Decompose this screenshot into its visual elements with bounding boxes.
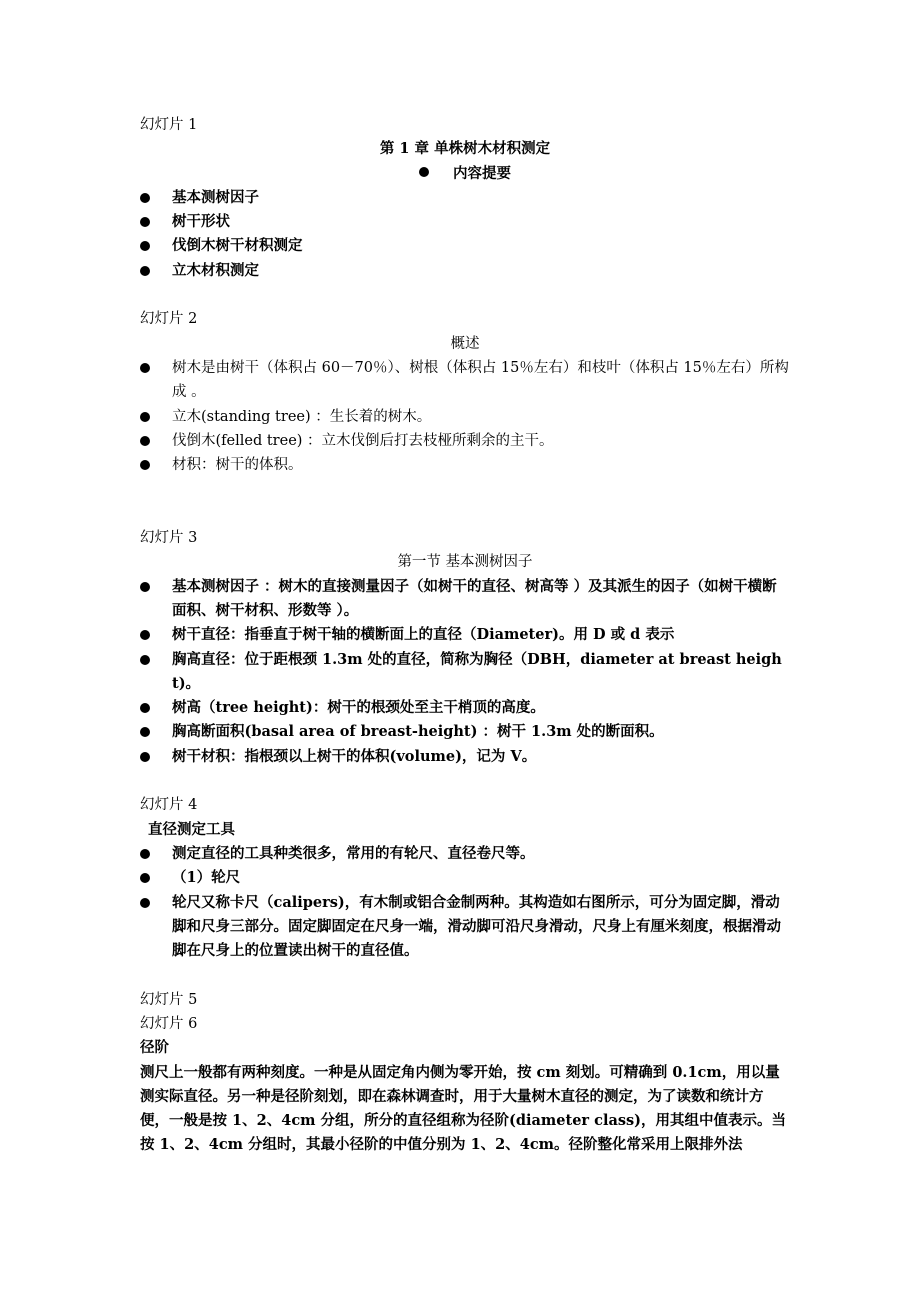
slide-1-title: 第 1 章 单株树木材积测定 xyxy=(379,140,551,158)
slide-5-label: 幻灯片 5 xyxy=(140,991,198,1008)
slide-3-title: 第一节 基本测树因子 xyxy=(397,554,533,571)
bullet-icon xyxy=(140,266,150,276)
bullet-icon xyxy=(140,582,150,592)
bullet-icon xyxy=(140,460,150,470)
slide-2-label: 幻灯片 2 xyxy=(140,311,198,328)
bullet-icon xyxy=(140,703,150,713)
bullet-icon xyxy=(140,630,150,640)
bullet-icon xyxy=(140,898,150,908)
slide-3-label: 幻灯片 3 xyxy=(140,530,198,547)
list-item: 树木是由树干（体积占 60－70％）、树根（体积占 15％左右）和枝叶（体积占 15％左右）所构成 。 xyxy=(140,356,790,405)
bullet-icon xyxy=(140,849,150,859)
bullet-icon xyxy=(140,655,150,665)
bullet-icon xyxy=(140,217,150,227)
list-item: 树高（tree height)：树干的根颈处至主干梢顶的高度。 xyxy=(140,696,790,720)
slide-1-subtitle: 内容提要 xyxy=(140,162,790,186)
list-item: 树干形状 xyxy=(140,210,790,234)
bullet-icon xyxy=(140,752,150,762)
list-item: 立木(standing tree) ：生长着的树木。 xyxy=(140,405,790,429)
slide-2-list xyxy=(140,356,790,477)
document-content xyxy=(140,113,790,1158)
list-item: 伐倒木(felled tree) ：立木伐倒后打去枝桠所剩余的主干。 xyxy=(140,429,790,453)
list-item: 伐倒木树干材积测定 xyxy=(140,234,790,258)
bullet-icon xyxy=(140,241,150,251)
list-item: 树干直径：指垂直于树干轴的横断面上的直径（Diameter)。用 D 或 d 表示 xyxy=(140,623,790,647)
list-item: 胸高直径：位于距根颈 1.3m 处的直径，简称为胸径（DBH，diameter at breast height)。 xyxy=(140,648,790,697)
slide-3-list xyxy=(140,575,790,769)
slide-4-heading: 直径测定工具 xyxy=(148,820,235,838)
slide-1-list xyxy=(140,186,790,283)
list-item: （1）轮尺 xyxy=(140,866,790,890)
slide-2-title: 概述 xyxy=(450,335,480,352)
list-item: 轮尺又称卡尺（calipers)，有木制或铝合金制两种。其构造如右图所示，可分为固定脚，滑动脚和尺身三部分。固定脚固定在尺身一端，滑动脚可沿尺身滑动，尺身上有厘米刻度，根据滑动脚在尺身上的位置读出树干的直径值。 xyxy=(140,891,790,964)
slide-6-paragraph: 测尺上一般都有两种刻度。一种是从固定角内侧为零开始，按 cm 刻划。可精确到 0.1cm，用以量测实际直径。另一种是径阶刻划，即在森林调查时，用于大量树木直径的测定，为了读数和统计方便，一般是按 1、2、4cm 分组，所分的直径组称为径阶(diameter class)，用其组中值表示。当按 1、2、4cm 分组时，其最小径阶的中值分别为 1、2、4cm。径阶整化常采用上限排外法 xyxy=(140,1063,787,1154)
list-item: 基本测树因子 ：树木的直接测量因子（如树干的直径、树高等 ）及其派生的因子（如树干横断面积、树干材积、形数等 ）。 xyxy=(140,575,790,624)
slide-4-list xyxy=(140,842,790,963)
bullet-icon xyxy=(140,727,150,737)
bullet-icon xyxy=(140,412,150,422)
bullet-icon xyxy=(140,363,150,373)
slide-4-label: 幻灯片 4 xyxy=(140,797,198,814)
slide-1-label: 幻灯片 1 xyxy=(140,117,198,133)
bullet-icon xyxy=(140,436,150,446)
list-item: 立木材积测定 xyxy=(140,259,790,283)
list-item: 材积：树干的体积。 xyxy=(140,453,790,477)
bullet-icon xyxy=(419,167,429,177)
list-item: 基本测树因子 xyxy=(140,186,790,210)
slide-6-heading: 径阶 xyxy=(140,1039,169,1057)
slide-6-label: 幻灯片 6 xyxy=(140,1015,198,1032)
list-item: 测定直径的工具种类很多，常用的有轮尺、直径卷尺等。 xyxy=(140,842,790,866)
list-item: 树干材积：指根颈以上树干的体积(volume)，记为 V。 xyxy=(140,745,790,769)
list-item: 胸高断面积(basal area of breast-height) ：树干 1.3m 处的断面积。 xyxy=(140,720,790,744)
bullet-icon xyxy=(140,193,150,203)
bullet-icon xyxy=(140,873,150,883)
